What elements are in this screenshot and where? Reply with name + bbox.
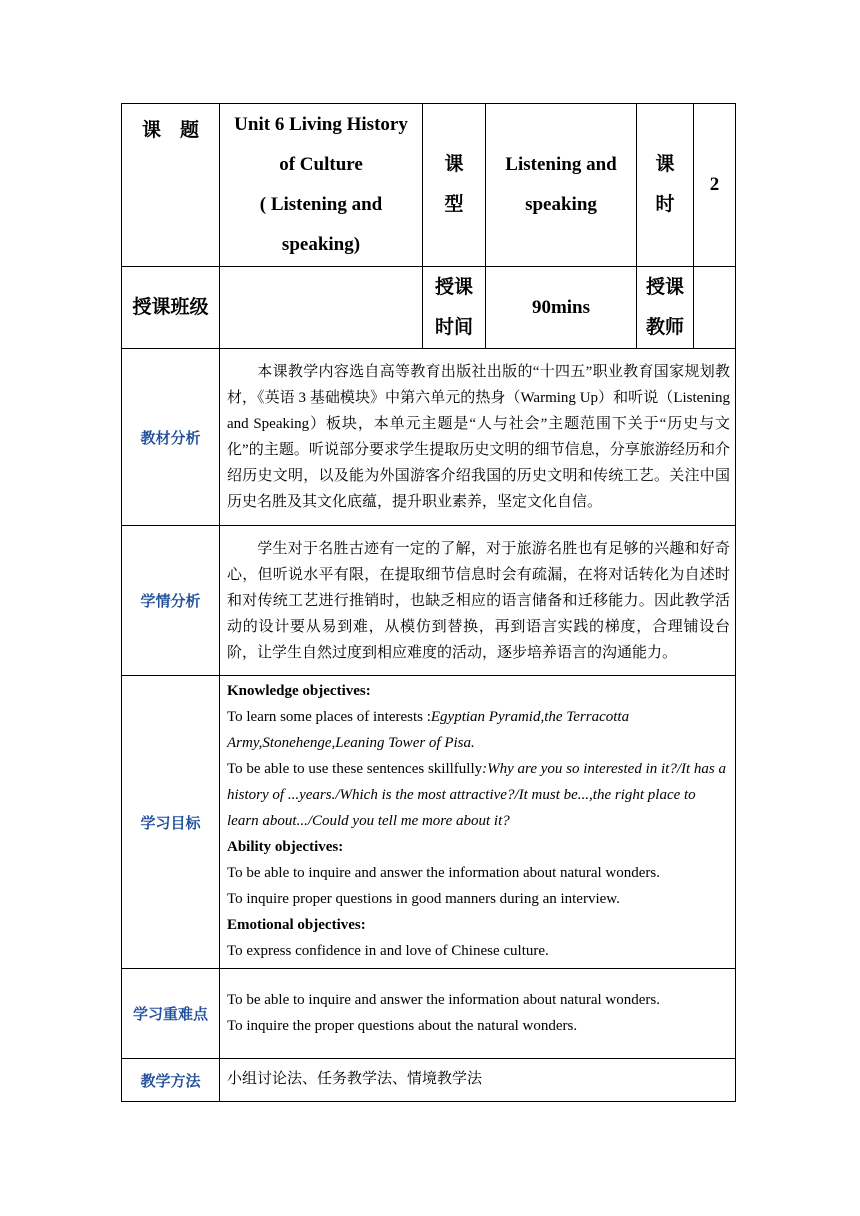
knowledge-objective-1: To learn some places of interests :Egyptian Pyramid,the Terracotta Army,Stonehenge,Leaning Tower of Pisa. [227,709,630,751]
lesson-plan-table [121,103,736,1102]
teacher-label-cell [637,267,694,349]
textbook-analysis-text: 本课教学内容选自高等教育出版社出版的“十四五”职业教育国家规划教材，《英语 3 基础模块》中第六单元的热身（Warming Up）和听说（Listening and Speaking）板块，本单元主题是“人与社会”主题范围下关于“历史与文化”的主题。听说部分要求学生提取历史文明的细节信息，分享旅游经历和介绍历史文明，以及能为外国游客介绍我国的历史文明和传统工艺。关注中国历史名胜及其文化底蕴，提升职业素养，坚定文化自信。 [227,364,730,510]
key-points-content [220,985,735,1043]
methods-label: 教学方法 [140,1071,201,1090]
hours-label-cell [637,104,694,267]
header-row-topic [122,104,736,267]
topic-label: 课 题 [141,120,199,141]
type-label-cell [423,104,486,267]
objectives-label: 学习目标 [140,813,201,832]
student-analysis-text: 学生对于名胜古迹有一定的了解，对于旅游名胜也有足够的兴趣和好奇心，但听说水平有限，在提取细节信息时会有疏漏，在将对话转化为自述时和对传统工艺进行推销时，也缺乏相应的语言储备和迁移能力。因此教学活动的设计要从易到难，从模仿到替换，再到语言实践的梯度，合理铺设台阶，让学生自然过度到相应难度的活动，逐步培养语言的沟通能力。 [227,540,730,661]
student-analysis-label-cell [122,526,220,676]
ability-objective-2: To inquire proper questions in good manners during an interview. [227,891,620,907]
textbook-analysis-content-cell [220,349,736,526]
key-points-label: 学习重难点 [132,1005,208,1023]
key-points-label-cell [122,969,220,1059]
textbook-analysis-label: 教材分析 [140,428,201,447]
objectives-row [122,676,736,969]
student-analysis-content-cell [220,526,736,676]
objectives-label-cell [122,676,220,969]
methods-row [122,1059,736,1102]
type-value-cell [486,104,637,267]
time-label-cell [423,267,486,349]
topic-label-cell [122,104,220,267]
textbook-analysis-row [122,349,736,526]
textbook-analysis-label-cell [122,349,220,526]
methods-label-cell [122,1059,220,1102]
key-points-row [122,969,736,1059]
key-points-content-cell [220,969,736,1059]
emotional-objective-1: To express confidence in and love of Chinese culture. [227,943,549,959]
header-row-class [122,267,736,349]
student-analysis-label: 学情分析 [140,592,201,610]
class-label: 授课班级 [132,296,209,318]
methods-content-cell [220,1059,736,1102]
time-value-cell [486,267,637,349]
teacher-value-cell [694,267,736,349]
emotional-objectives-heading: Emotional objectives: [227,917,366,933]
key-point-2: To inquire the proper questions about the natural wonders. [227,1017,578,1034]
methods-text: 小组讨论法、任务教学法、情境教学法 [227,1071,483,1087]
type-value: Listening and speaking [505,154,617,215]
hours-value-cell [694,104,736,267]
key-point-1: To be able to inquire and answer the information about natural wonders. [227,991,660,1008]
topic-value-cell [220,104,423,267]
time-value: 90mins [531,296,591,318]
knowledge-objectives-heading: Knowledge objectives: [227,683,371,699]
ability-objectives-heading: Ability objectives: [227,839,344,855]
ability-objective-1: To be able to inquire and answer the information about natural wonders. [227,865,660,881]
hours-value: 2 [709,174,720,195]
time-label: 授课 时间 [434,276,473,338]
student-analysis-row [122,526,736,676]
type-label: 课 型 [444,154,464,215]
class-label-cell [122,267,220,349]
objectives-content [220,676,735,968]
teacher-label: 授课 教师 [645,276,684,338]
hours-label: 课 时 [655,154,675,215]
topic-value: Unit 6 Living History of Culture ( Listening and speaking) [234,114,408,255]
objectives-content-cell [220,676,736,969]
knowledge-objective-2: To be able to use these sentences skillfully:Why are you so interested in it?/It has a history of ...years./Which is the most attractive?/It must be...,the right place to learn about.../Could you tell me more about it? [227,761,726,829]
class-value-cell [220,267,423,349]
